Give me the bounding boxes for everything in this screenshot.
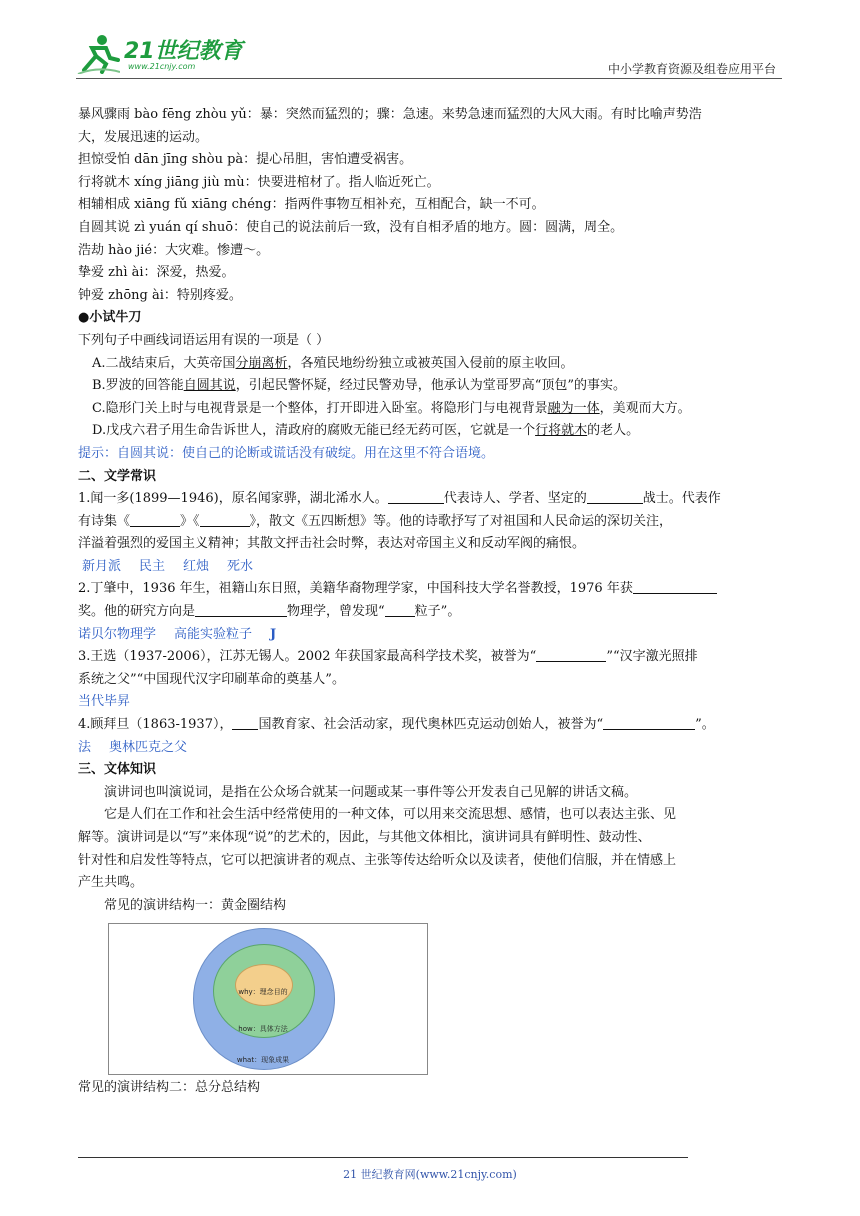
- q4-text: ”。: [695, 717, 715, 733]
- q1-text: 1.闻一多(1899—1946)，原名闻家骅，湖北浠水人。: [78, 491, 388, 507]
- blank: [536, 647, 606, 662]
- header-divider: [76, 78, 782, 79]
- answer-text: 新月派: [82, 558, 122, 574]
- answer-text: 奥林匹克之父: [109, 739, 188, 755]
- option-c-text: C.隐形门关上时与电视背景是一个整体，打开即进入卧室。将隐形门与电视背景: [92, 400, 548, 416]
- vocab-entry: 浩劫 hào jié：大灾难。惨遭～。: [78, 242, 270, 258]
- vocab-entry: 相辅相成 xiāng fǔ xiāng chéng：指两件事物互相补充，互相配合，缺一不可。: [78, 197, 545, 213]
- answer-text: 红烛: [183, 558, 210, 574]
- section-heading-literature: 二、文学常识: [78, 468, 157, 484]
- vocab-entry: 钟爱 zhōng ài：特别疼爱。: [78, 287, 242, 303]
- q2-text: 2.丁肇中，1936 年生，祖籍山东日照，美籍华裔物理学家，中国科技大学名誉教授，1976 年获: [78, 581, 633, 597]
- q1-line2: [78, 511, 784, 534]
- section-heading-genre: 三、文体知识: [78, 762, 157, 778]
- option-d-text: D.戊戌六君子用生命告诉世人，清政府的腐败无能已经无药可医，它就是一个: [92, 423, 536, 439]
- answer-2: [78, 624, 784, 647]
- answer-1: [78, 556, 784, 579]
- option-b: [78, 375, 784, 398]
- blank: [603, 715, 695, 730]
- option-c-underlined: 融为一体: [547, 400, 600, 416]
- vocab-entry: 行将就木 xíng jiāng jiù mù：快要进棺材了。指人临近死亡。: [78, 174, 440, 190]
- genre-paragraph-2-cont: 产生共鸣。: [78, 875, 144, 891]
- q3-text: ”“汉字激光照排: [606, 649, 698, 665]
- q4-text: 国教育家、社会活动家，现代奥林匹克运动创始人，被誉为“: [258, 717, 604, 733]
- document-body: [78, 104, 784, 1100]
- answer-text: 死水: [227, 558, 254, 574]
- blank: [385, 602, 415, 617]
- q2-text: 奖。他的研究方向是: [78, 604, 196, 620]
- blank: [232, 715, 258, 730]
- blank: [200, 512, 250, 527]
- genre-paragraph-2: 它是人们在工作和社会生活中经常使用的一种文体，可以用来交流思想、感情，也可以表达主张、见: [104, 807, 677, 823]
- genre-paragraph-2-cont: 针对性和启发性等特点，它可以把演讲者的观点、主张等传达给听众以及读者，使他们信服，并在情感上: [78, 852, 677, 868]
- option-a: [78, 353, 784, 376]
- answer-text: 高能实验粒子: [174, 626, 253, 642]
- option-d-underlined: 行将就木: [535, 423, 588, 439]
- option-c: [78, 398, 784, 421]
- genre-paragraph-1: 演讲词也叫演说词，是指在公众场合就某一问题或某一事件等公开发表自己见解的讲话文稿。: [104, 784, 638, 800]
- q4-text: 4.顾拜旦（1863-1937），: [78, 717, 233, 733]
- q1-text: 战士。代表作: [642, 491, 721, 507]
- circle-label-how: how：具体方法: [238, 1025, 288, 1034]
- answer-text: 诺贝尔物理学: [78, 626, 157, 642]
- q2-text: 物理学，曾发现“: [287, 604, 385, 620]
- structure-2-label: 常见的演讲结构二：总分总结构: [78, 1080, 261, 1096]
- option-c-text-end: ，美观而大方。: [599, 400, 691, 416]
- site-logo: [76, 34, 246, 78]
- quiz-heading: ●小试牛刀: [78, 310, 142, 326]
- q2-text: 粒子”。: [414, 604, 461, 620]
- answer-text: 民主: [139, 558, 166, 574]
- option-b-text-end: ，引起民警怀疑，经过民警劝导，他承认为堂哥罗高“顶包”的事实。: [235, 378, 626, 394]
- q3-text: 3.王选（1937-2006），江苏无锡人。2002 年获国家最高科学技术奖，被誉为“: [78, 649, 537, 665]
- circle-label-what: what：现象成果: [236, 1056, 290, 1065]
- option-b-text: B.罗波的回答能: [92, 378, 184, 394]
- platform-title: 中小学教育资源及组卷应用平台: [607, 62, 776, 76]
- vocab-entry-cont: 大，发展迅速的运动。: [78, 129, 209, 145]
- vocab-entry: 挚爱 zhì ài：深爱，热爱。: [78, 265, 235, 281]
- page-footer: 21 世纪教育网(www.21cnjy.com): [343, 1168, 517, 1181]
- q1-line1: [78, 488, 784, 511]
- answer-4: [78, 737, 784, 760]
- answer-3: 当代毕昇: [78, 694, 131, 710]
- q2-line1: [78, 578, 784, 601]
- q2-line2: [78, 601, 784, 624]
- option-d-text-end: 的老人。: [587, 423, 640, 439]
- blank: [195, 602, 287, 617]
- option-a-underlined: 分崩离析: [235, 355, 288, 371]
- option-a-text-end: ，各殖民地纷纷独立或被英国入侵前的原主收回。: [287, 355, 574, 371]
- blank: [633, 579, 717, 594]
- blank: [388, 489, 444, 504]
- golden-circle-diagram: [108, 923, 428, 1075]
- page-header: [0, 0, 860, 80]
- answer-text: 法: [78, 739, 92, 755]
- q4-line: [78, 714, 784, 737]
- option-d: [78, 420, 784, 443]
- option-b-underlined: 自圆其说: [183, 378, 236, 394]
- vocab-entry: 担惊受怕 dān jīng shòu pà：提心吊胆，害怕遭受祸害。: [78, 152, 413, 168]
- blank: [130, 512, 180, 527]
- structure-1-label: 常见的演讲结构一：黄金圈结构: [104, 897, 287, 913]
- blank: [587, 489, 643, 504]
- q1-text: 有诗集《: [78, 513, 131, 529]
- q1-text: 代表诗人、学者、坚定的: [443, 491, 587, 507]
- quiz-hint: 提示：自圆其说：使自己的论断或谎话没有破绽。用在这里不符合语境。: [78, 445, 495, 461]
- option-a-text: A.二战结束后，大英帝国: [92, 355, 236, 371]
- vocab-entry: 暴风骤雨 bào fēng zhòu yǔ：暴：突然而猛烈的；骤：急速。来势急速而猛烈的大风大雨。有时比喻声势浩: [78, 107, 702, 122]
- logo-text: 21世纪教育: [124, 39, 243, 64]
- genre-paragraph-2-cont: 解等。演讲词是以“写”来体现“说”的艺术的，因此，与其他文体相比，演讲词具有鲜明性、鼓动性、: [78, 830, 651, 845]
- circle-label-why: why：理念目的: [238, 988, 288, 997]
- quiz-question: 下列句子中画线词语运用有误的一项是（ ）: [78, 332, 330, 348]
- footer-divider: [78, 1157, 688, 1158]
- q1-text: 》，散文《五四断想》等。他的诗歌抒写了对祖国和人民命运的深切关注，: [249, 513, 673, 529]
- q1-text: 》《: [180, 513, 200, 529]
- runner-logo-icon: [76, 34, 120, 74]
- logo-url: www.21cnjy.com: [128, 62, 196, 71]
- q3-line2: 系统之父”“中国现代汉字印刷革命的奠基人”。: [78, 671, 345, 687]
- vocab-entry: 自圆其说 zì yuán qí shuō：使自己的说法前后一致，没有自相矛盾的地方。圆：圆满，周全。: [78, 219, 624, 235]
- answer-text: J: [270, 626, 277, 642]
- q1-line3: 洋溢着强烈的爱国主义精神；其散文抨击社会时弊，表达对帝国主义和反动军阀的痛恨。: [78, 536, 586, 552]
- q3-line1: [78, 646, 784, 669]
